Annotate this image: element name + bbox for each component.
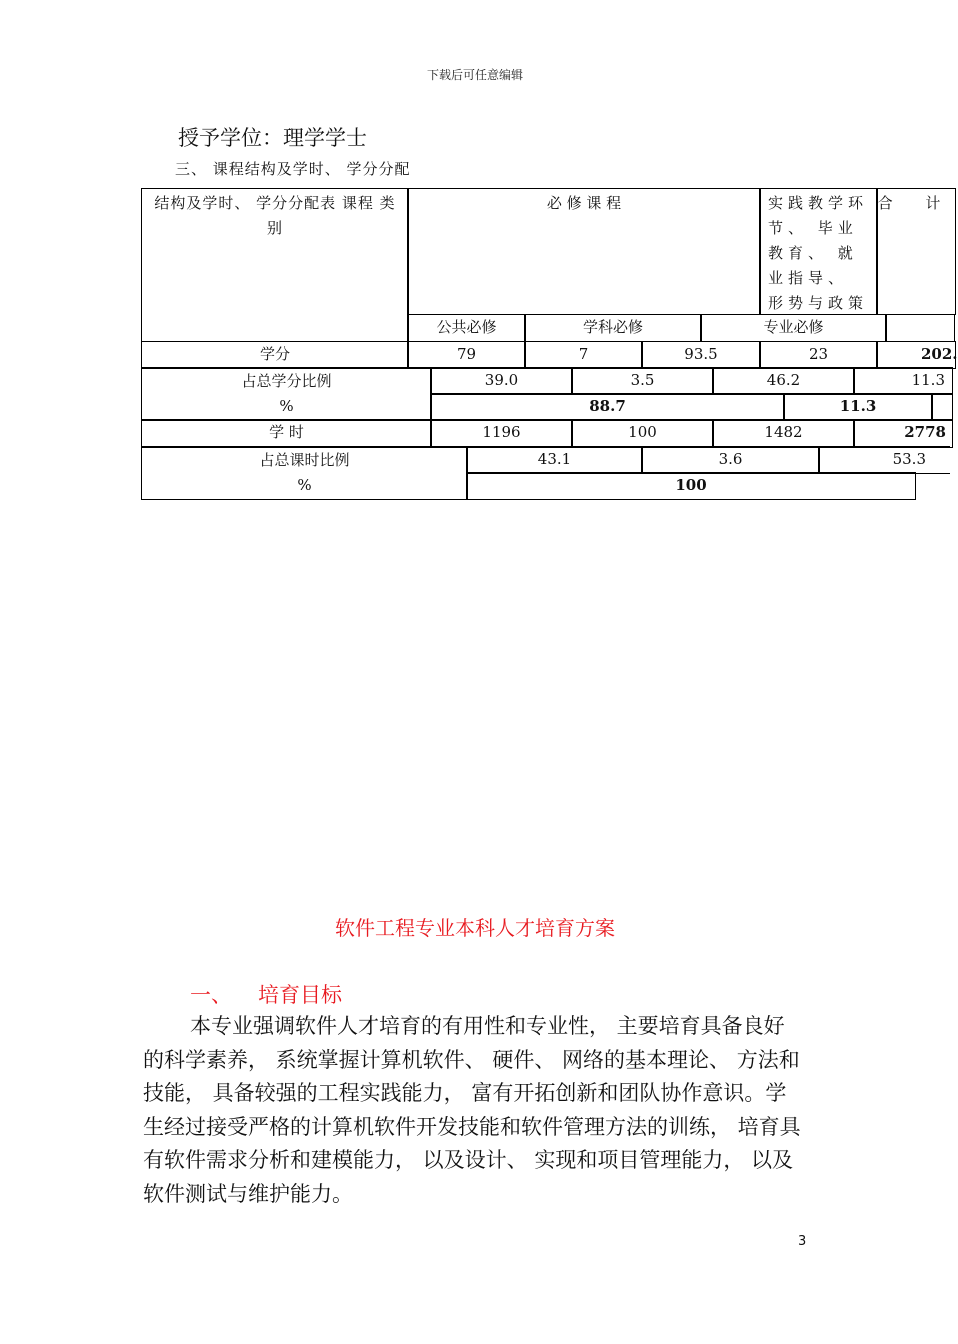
total-header: 合 计	[876, 188, 956, 315]
section-1-number: 一、	[190, 983, 232, 1007]
table-corner-header: 结构及学时、 学分分配表 课程 类 别	[141, 188, 409, 342]
hours-ratio-public: 43.1	[466, 446, 643, 474]
credit-ratio-discipline: 3.5	[571, 367, 714, 395]
credit-major: 93.5	[641, 341, 761, 369]
credit-ratio-label-line2: %	[279, 397, 294, 415]
credit-ratio-major: 46.2	[712, 367, 855, 395]
hours-ratio-discipline: 3.6	[641, 446, 820, 474]
credit-total: 202.	[876, 341, 956, 369]
hours-discipline: 100	[571, 419, 714, 448]
public-required-header: 公共必修	[407, 314, 526, 342]
credit-public: 79	[407, 341, 526, 369]
credit-ratio-public: 39.0	[430, 367, 573, 395]
credit-row-label: 学分	[141, 341, 409, 369]
empty-cell	[885, 314, 955, 342]
hours-ratio-label	[141, 446, 468, 500]
major-required-header: 专业必修	[700, 314, 887, 342]
credit-ratio-practice-sum: 11.3	[783, 393, 933, 421]
credit-ratio-practice: 11.3	[853, 367, 953, 395]
section-3-heading: 三、 课程结构及学时、 学分分配	[175, 160, 411, 178]
hours-ratio-sum: 100	[466, 472, 916, 500]
page-number: 3	[798, 1234, 807, 1249]
section-1-title: 培育目标	[258, 983, 342, 1007]
degree-line: 授予学位：理学学士	[178, 126, 367, 150]
hours-major: 1482	[712, 419, 855, 448]
hours-ratio-label-line1: 占总课时比例	[259, 451, 350, 469]
training-goal-paragraph: 本专业强调软件人才培育的有用性和专业性， 主要培育具备良好的科学素养， 系统掌握计算机软件、 硬件、 网络的基本理论、 方法和技能， 具备较强的工程实践能力， 富有开拓创新和团队协作意识。学生经过接受严格的计算机软件开发技能和软件管理方法的训练， 培育具有软件需求分析和建模能力， 以及设计、 实现和项目管理能力， 以及软件测试与维护能力。	[143, 1014, 801, 1206]
practice-header: 实践教学环节、 毕业教育、 就业指导、 形势与政策	[759, 188, 878, 315]
hours-public: 1196	[430, 419, 573, 448]
credit-ratio-label	[141, 367, 432, 421]
document-title: 软件工程专业本科人才培育方案	[335, 916, 615, 940]
empty-cell	[931, 393, 953, 421]
credit-practice: 23	[759, 341, 878, 369]
credit-ratio-label-line1: 占总学分比例	[241, 372, 332, 390]
hours-total: 2778	[853, 419, 953, 448]
discipline-required-header: 学科必修	[524, 314, 702, 342]
hours-row-label: 学 时	[141, 419, 432, 448]
hours-ratio-label-line2: %	[297, 476, 312, 494]
section-1-heading	[190, 979, 342, 1009]
required-courses-header: 必 修 课 程	[407, 188, 761, 315]
credit-discipline: 7	[524, 341, 643, 369]
credit-ratio-required-sum: 88.7	[430, 393, 785, 421]
hours-ratio-major: 53.3	[818, 446, 950, 474]
page-header-note: 下载后可任意编辑	[426, 68, 523, 82]
